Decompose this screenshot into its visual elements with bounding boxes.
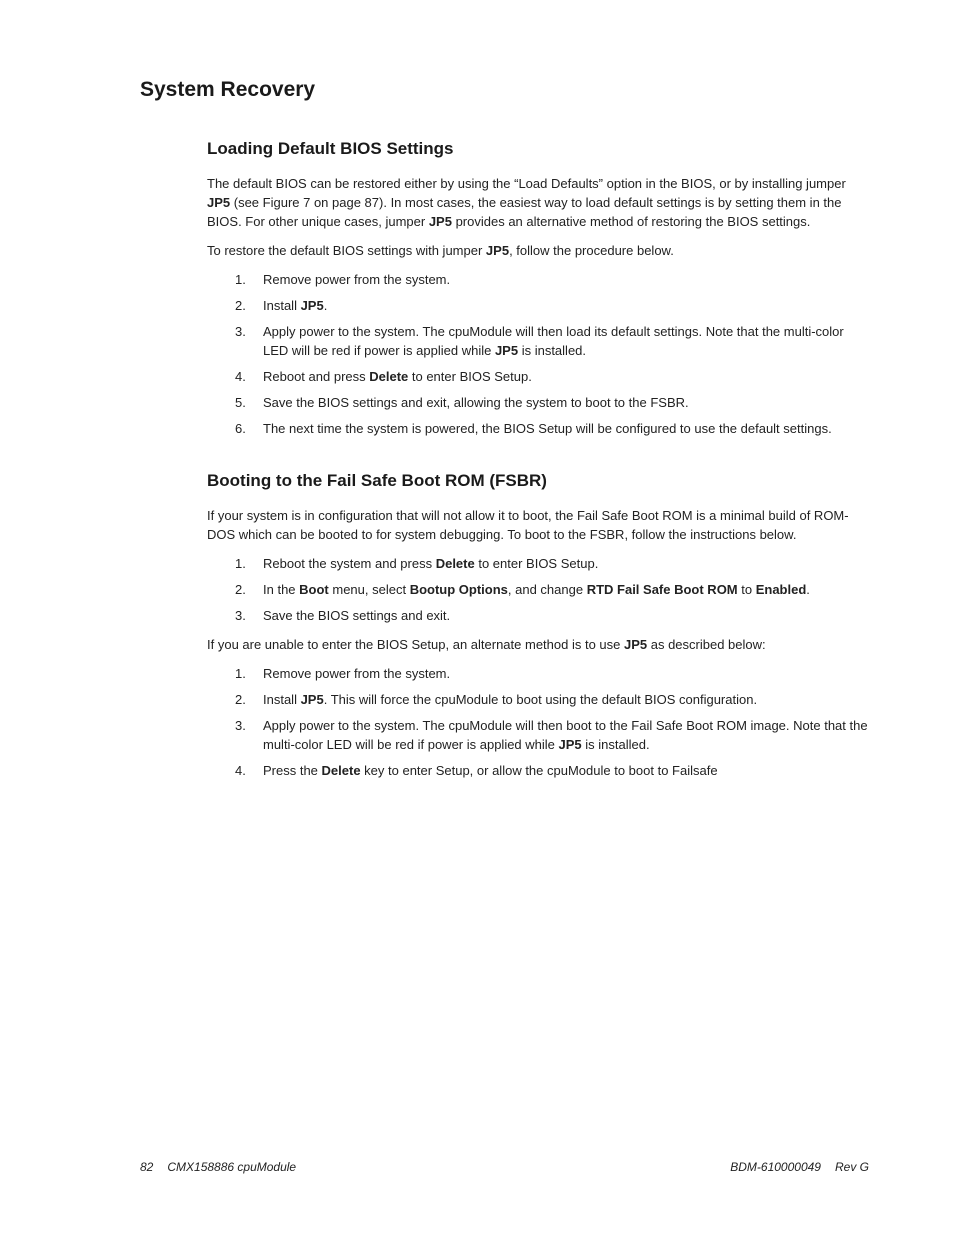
- list-item: 2. In the Boot menu, select Bootup Options, and change RTD Fail Safe Boot ROM to Enabled.: [235, 582, 810, 597]
- list-item: 4. Reboot and press Delete to enter BIOS Setup.: [235, 369, 532, 384]
- list-item: 3. Save the BIOS settings and exit.: [235, 608, 451, 623]
- alternate-method-paragraph: If you are unable to enter the BIOS Setup, an alternate method is to use JP5 as described below:: [207, 637, 766, 652]
- document-id: BDM-610000049: [730, 1160, 821, 1174]
- procedure-list: [207, 554, 869, 625]
- section-heading: Booting to the Fail Safe Boot ROM (FSBR): [207, 471, 547, 490]
- intro-paragraph: If your system is in configuration that will not allow it to boot, the Fail Safe Boot ROM is a minimal build of ROM-DOS which can be booted to for system debugging. To boot to the FSBR, follow the instructions below.: [207, 508, 849, 542]
- section-fsbr: [207, 470, 869, 790]
- list-item: 5. Save the BIOS settings and exit, allowing the system to boot to the FSBR.: [235, 395, 689, 410]
- list-item: 3. Apply power to the system. The cpuModule will then load its default settings. Note that the multi-color LED will be red if power is applied while JP5 is installed.: [235, 324, 844, 358]
- list-item: 6. The next time the system is powered, the BIOS Setup will be configured to use the default settings.: [235, 421, 832, 436]
- list-item: 1. Reboot the system and press Delete to enter BIOS Setup.: [235, 556, 599, 571]
- intro-paragraph: The default BIOS can be restored either by using the “Load Defaults” option in the BIOS, or by installing jumper JP5 (see Figure 7 on page 87). In most cases, the easiest way to load default settings is by setting them in the BIOS. For other unique cases, jumper JP5 provides an alternative method of restoring the BIOS settings.: [207, 176, 846, 229]
- page-title: System Recovery: [140, 78, 316, 101]
- list-item: 3. Apply power to the system. The cpuModule will then boot to the Fail Safe Boot ROM image. Note that the multi-color LED will be red if power is applied while JP5 is installed.: [235, 718, 868, 752]
- section-loading-defaults: [207, 138, 869, 448]
- list-item: 1. Remove power from the system.: [235, 272, 451, 287]
- revision: Rev G: [834, 1160, 869, 1174]
- list-item: 2. Install JP5.: [235, 298, 328, 313]
- procedure-intro: To restore the default BIOS settings with jumper JP5, follow the procedure below.: [207, 243, 674, 258]
- product-name: CMX158886 cpuModule: [167, 1160, 297, 1174]
- list-item: 4. Press the Delete key to enter Setup, or allow the cpuModule to boot to Failsafe: [235, 763, 718, 778]
- section-heading: Loading Default BIOS Settings: [207, 139, 454, 158]
- procedure-list: [207, 270, 869, 438]
- list-item: 1. Remove power from the system.: [235, 666, 451, 681]
- procedure-list: [207, 664, 869, 780]
- page-number: 82: [140, 1160, 154, 1174]
- list-item: 2. Install JP5. This will force the cpuModule to boot using the default BIOS configuration.: [235, 692, 758, 707]
